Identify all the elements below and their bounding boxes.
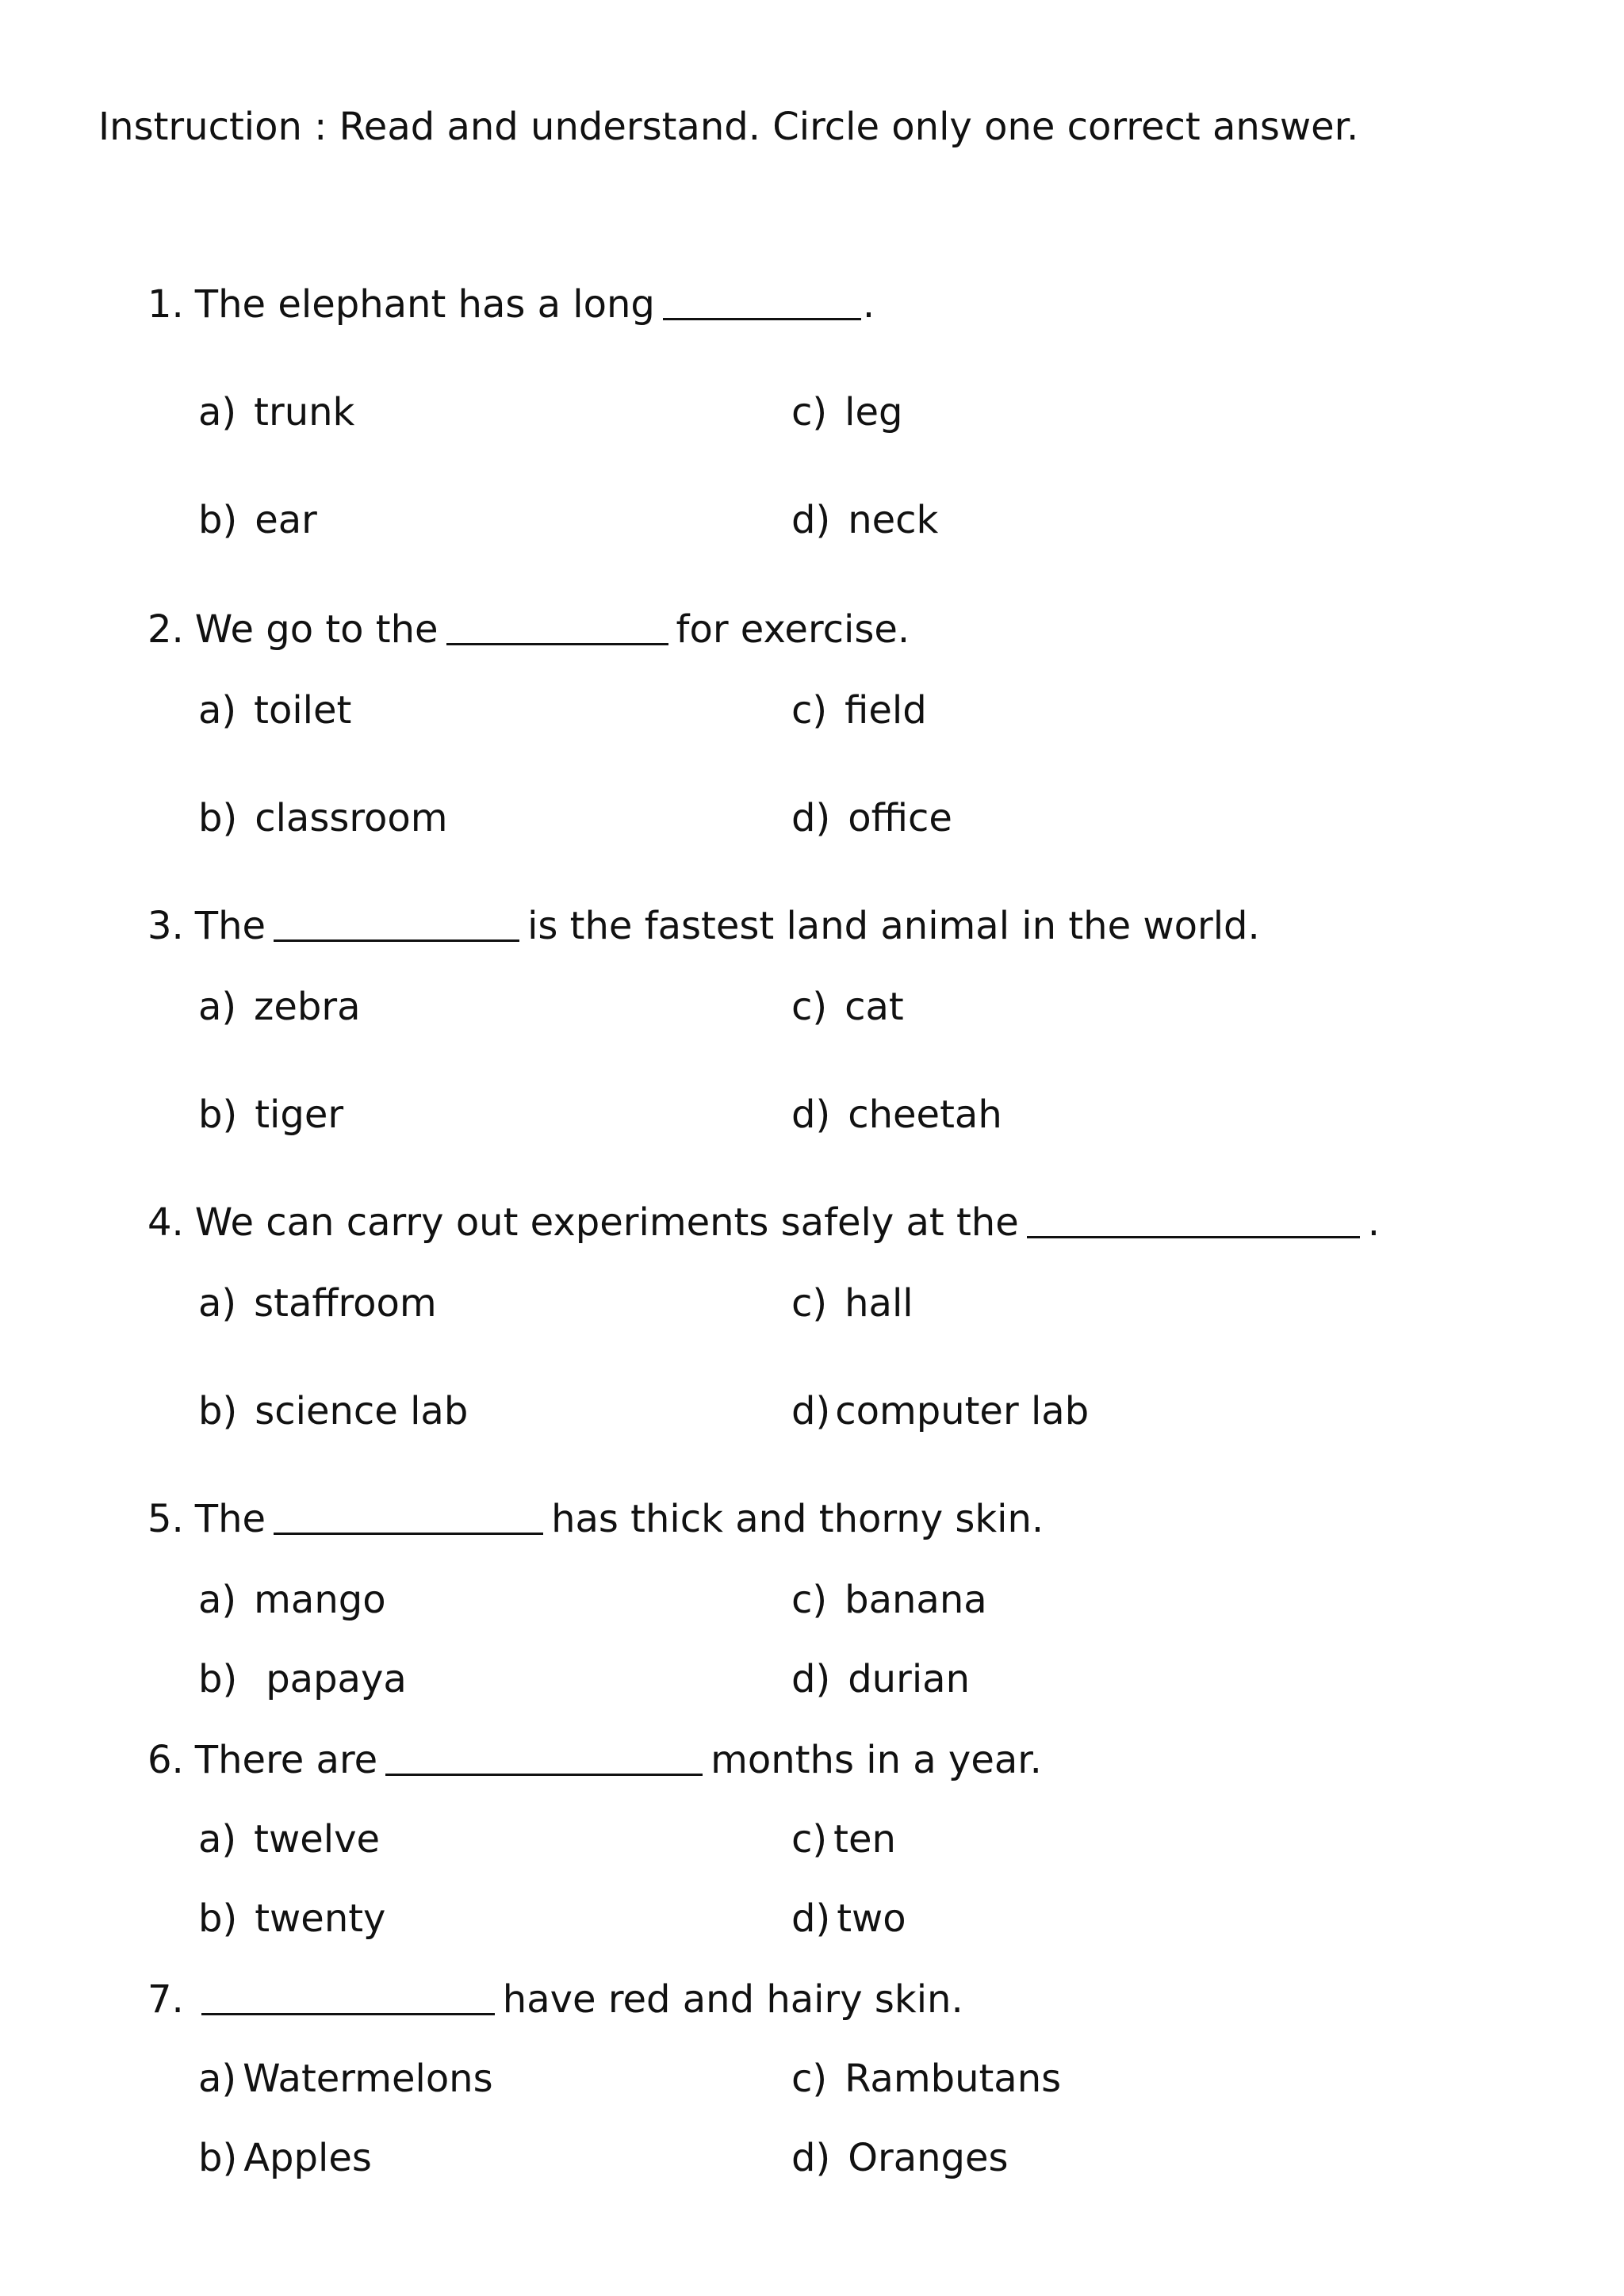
option-letter: d) [791,2136,831,2180]
option-6b[interactable] [198,1892,385,1946]
option-letter: a) [198,1281,237,1326]
option-7a[interactable] [198,2052,493,2106]
option-letter: b) [198,498,238,542]
option-letter: d) [791,1657,831,1701]
answer-blank [1027,1204,1360,1238]
option-text: Rambutans [845,2057,1062,2101]
question-text-after: has thick and thorny skin. [551,1497,1044,1541]
option-7b[interactable] [198,2131,372,2185]
option-text: trunk [254,390,355,434]
question-5 [147,1492,1044,1546]
option-5b[interactable] [198,1652,407,1706]
option-2c[interactable] [791,683,927,737]
option-text: mango [254,1578,386,1622]
option-4b[interactable] [198,1384,468,1438]
question-text-after: for exercise. [676,607,910,652]
option-text: science lab [255,1389,469,1433]
question-7 [147,1973,963,2026]
answer-blank [274,908,519,942]
option-text: papaya [266,1657,407,1701]
instruction-text: Instruction : Read and understand. Circle only one correct answer. [98,105,1359,149]
option-4d[interactable] [791,1384,1089,1438]
option-letter: d) [791,796,831,840]
option-text: tiger [255,1093,344,1137]
question-text-after: . [862,282,875,327]
option-letter: c) [791,688,828,733]
option-letter: b) [198,796,238,840]
option-5c[interactable] [791,1573,987,1627]
option-text: durian [848,1657,970,1701]
option-text: twenty [255,1896,386,1941]
option-3b[interactable] [198,1088,343,1142]
answer-blank [201,1981,495,2015]
question-text-before: The [194,1497,266,1541]
option-text: computer lab [835,1389,1090,1433]
question-text-before: We go to the [194,607,439,652]
option-3d[interactable] [791,1088,1002,1142]
option-7d[interactable] [791,2131,1009,2185]
option-text: Apples [243,2136,372,2180]
option-1d[interactable] [791,493,938,547]
question-text-after: . [1367,1200,1381,1245]
option-letter: a) [198,688,237,733]
option-text: banana [845,1578,987,1622]
option-text: classroom [255,796,448,840]
option-text: twelve [254,1817,381,1862]
option-text: hall [845,1281,914,1326]
option-text: Watermelons [243,2057,493,2101]
option-text: ear [255,498,317,542]
option-1c[interactable] [791,385,902,439]
option-letter: a) [198,2057,237,2101]
answer-blank [385,1742,703,1776]
question-text-before: We can carry out experiments safely at the [194,1200,1019,1245]
option-6d[interactable] [791,1892,906,1946]
question-number: 4. [147,1200,184,1245]
question-number: 6. [147,1738,184,1782]
option-text: neck [848,498,939,542]
option-1a[interactable] [198,385,354,439]
question-text-after: have red and hairy skin. [502,1977,963,2022]
option-letter: a) [198,390,237,434]
option-letter: d) [791,1389,831,1433]
answer-blank [274,1501,543,1535]
option-text: office [848,796,952,840]
option-2d[interactable] [791,791,952,845]
question-text-before: The [194,904,266,948]
question-number: 3. [147,904,184,948]
option-letter: d) [791,1093,831,1137]
option-text: ten [833,1817,896,1862]
option-1b[interactable] [198,493,317,547]
question-number: 2. [147,607,184,652]
option-2b[interactable] [198,791,448,845]
option-letter: d) [791,1896,831,1941]
option-letter: c) [791,2057,828,2101]
option-letter: c) [791,1281,828,1326]
option-6a[interactable] [198,1812,380,1866]
option-letter: c) [791,1817,828,1862]
question-text-after: months in a year. [710,1738,1042,1782]
question-text-before: The elephant has a long [194,282,655,327]
question-4 [147,1196,1380,1249]
answer-blank [446,611,668,645]
option-text: zebra [254,985,361,1029]
option-5a[interactable] [198,1573,386,1627]
question-1 [147,277,875,331]
option-letter: a) [198,985,237,1029]
option-4a[interactable] [198,1276,437,1330]
option-letter: c) [791,985,828,1029]
option-text: field [845,688,927,733]
option-4c[interactable] [791,1276,914,1330]
option-text: cheetah [848,1093,1002,1137]
question-text-before: There are [194,1738,378,1782]
option-letter: c) [791,390,828,434]
option-letter: b) [198,1896,238,1941]
option-text: staffroom [254,1281,437,1326]
option-5d[interactable] [791,1652,970,1706]
option-7c[interactable] [791,2052,1061,2106]
option-letter: a) [198,1578,237,1622]
option-text: cat [845,985,904,1029]
option-3a[interactable] [198,980,360,1034]
question-number: 5. [147,1497,184,1541]
question-number: 1. [147,282,184,327]
question-3 [147,899,1260,953]
option-text: leg [845,390,903,434]
option-letter: c) [791,1578,828,1622]
option-letter: b) [198,1093,238,1137]
question-6 [147,1733,1042,1787]
option-letter: b) [198,2136,238,2180]
option-text: two [837,1896,906,1941]
option-6c[interactable] [791,1812,896,1866]
option-letter: a) [198,1817,237,1862]
option-text: toilet [254,688,352,733]
answer-blank [663,286,861,320]
option-2a[interactable] [198,683,351,737]
option-text: Oranges [848,2136,1009,2180]
option-3c[interactable] [791,980,904,1034]
option-letter: b) [198,1389,238,1433]
question-text-after: is the fastest land animal in the world. [527,904,1260,948]
question-2 [147,603,910,656]
question-number: 7. [147,1977,184,2022]
option-letter: d) [791,498,831,542]
option-letter: b) [198,1657,238,1701]
